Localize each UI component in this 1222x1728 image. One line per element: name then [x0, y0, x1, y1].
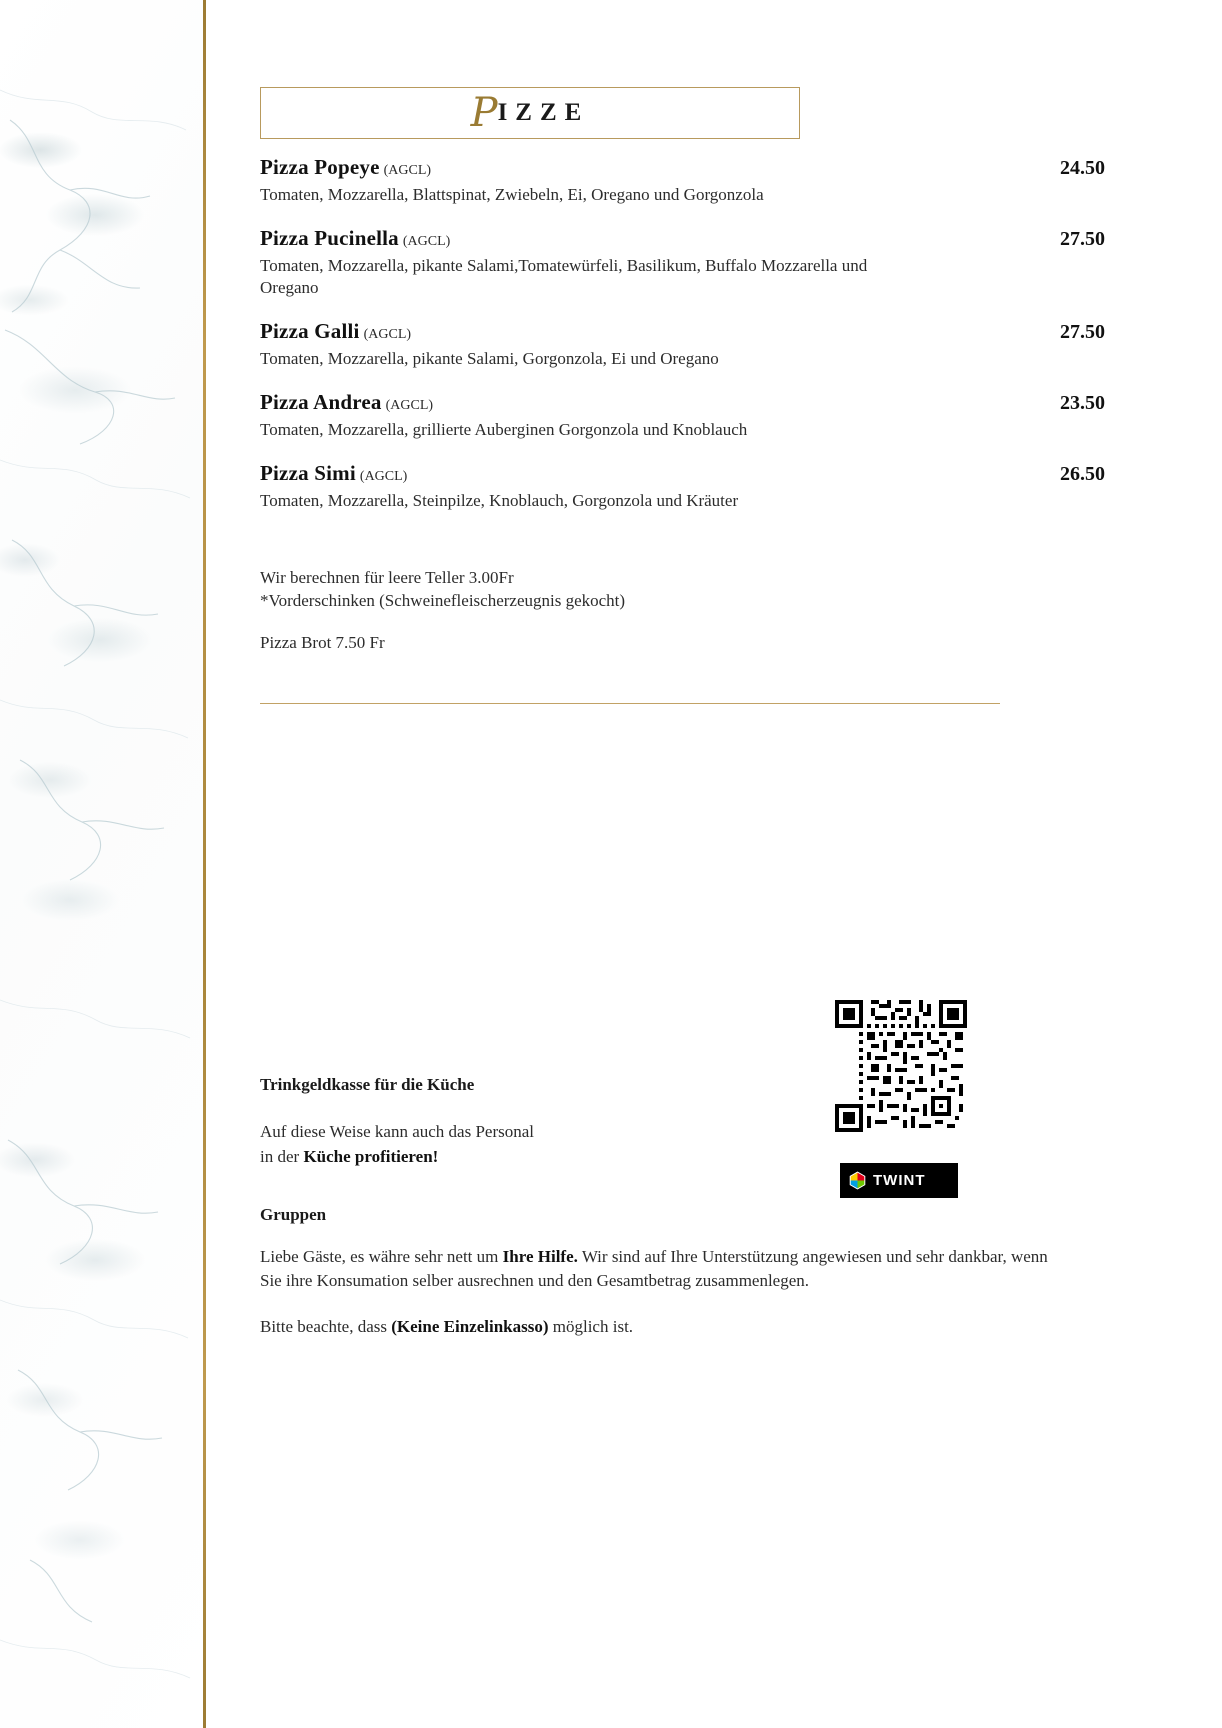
- tip-body-line2-bold: Küche profitieren!: [303, 1146, 439, 1166]
- notes-spacer: [260, 612, 960, 632]
- menu-item-price: 27.50: [1060, 321, 1105, 344]
- page-title-box: [260, 87, 800, 139]
- tip-body-line2-plain: in der: [260, 1146, 304, 1166]
- menu-item-allergen-tag: (AGCL): [383, 163, 432, 178]
- menu-item-price: 27.50: [1060, 228, 1105, 251]
- menu-item: [260, 390, 1105, 441]
- menu-item-header: [260, 390, 1105, 415]
- menu-notes: [260, 567, 960, 655]
- tip-section-body: [260, 1120, 680, 1169]
- qr-code-icon: [835, 1000, 967, 1132]
- groups-section-title: Gruppen: [260, 1205, 327, 1224]
- menu-item-title: [260, 226, 450, 251]
- groups-p2-part2: möglich ist.: [548, 1316, 634, 1336]
- menu-list: [260, 155, 1105, 533]
- twint-qr-code[interactable]: [835, 1000, 967, 1132]
- note-pizza-bread: Pizza Brot 7.50 Fr: [260, 633, 385, 653]
- menu-item-header: [260, 319, 1105, 344]
- menu-item-description: Tomaten, Mozzarella, Blattspinat, Zwiebeln, Ei, Oregano und Gorgonzola: [260, 185, 764, 204]
- groups-paragraph-1: [260, 1245, 1060, 1293]
- menu-item-name: Pizza Pucinella: [260, 226, 399, 251]
- menu-item-title: [260, 155, 431, 180]
- twint-badge: [840, 1163, 958, 1198]
- tip-body-line1: Auf diese Weise kann auch das Personal: [260, 1122, 535, 1141]
- menu-item-description: Tomaten, Mozzarella, pikante Salami, Gorgonzola, Ei und Oregano: [260, 349, 719, 369]
- menu-item-title: [260, 319, 411, 344]
- twint-hexagon-icon: [849, 1171, 866, 1190]
- groups-section-body: [260, 1245, 1060, 1338]
- note-ham-origin: *Vorderschinken (Schweinefleischerzeugnis gekocht): [260, 590, 626, 610]
- menu-item-price: 24.50: [1060, 157, 1105, 179]
- menu-item-allergen-tag: (AGCL): [359, 469, 408, 485]
- menu-item-title: [260, 461, 407, 486]
- menu-item: [260, 155, 1105, 206]
- tip-section-title: Trinkgeldkasse für die Küche: [260, 1075, 475, 1094]
- section-divider: [260, 703, 1000, 704]
- menu-item-description: Tomaten, Mozzarella, pikante Salami,Tomatewürfeli, Basilikum, Buffalo Mozzarella und Oregano: [260, 256, 868, 298]
- groups-p2-part1: Bitte beachte, dass: [260, 1316, 392, 1336]
- marble-veins-icon: [0, 0, 205, 1728]
- menu-item-description: Tomaten, Mozzarella, Steinpilze, Knoblauch, Gorgonzola und Kräuter: [260, 491, 739, 511]
- groups-paragraph-2: [260, 1315, 1060, 1339]
- menu-item-allergen-tag: (AGCL): [363, 327, 412, 343]
- menu-item-price: 23.50: [1060, 392, 1105, 415]
- note-empty-plate: Wir berechnen für leere Teller 3.00Fr: [260, 568, 514, 587]
- menu-item-name: Pizza Simi: [260, 461, 356, 486]
- menu-item-header: [260, 461, 1105, 486]
- menu-item-name: Pizza Popeye: [260, 155, 380, 179]
- menu-item-price: 26.50: [1060, 463, 1105, 486]
- menu-page: [205, 0, 1222, 1728]
- menu-item-header: [260, 155, 1105, 180]
- title-rest: IZZE: [497, 99, 590, 126]
- groups-p2-bold: (Keine Einzelinkasso): [391, 1316, 549, 1336]
- menu-item: [260, 461, 1105, 512]
- groups-p1-part1: Liebe Gäste, es währe sehr nett um: [260, 1247, 503, 1266]
- menu-item-name: Pizza Galli: [260, 319, 360, 344]
- menu-item: [260, 319, 1105, 370]
- menu-item-allergen-tag: (AGCL): [385, 398, 434, 414]
- menu-item-name: Pizza Andrea: [260, 390, 382, 415]
- twint-label: TWINT: [873, 1172, 926, 1189]
- title-initial: P: [470, 90, 498, 136]
- marble-side-panel: [0, 0, 205, 1728]
- groups-p1-bold: Ihre Hilfe.: [502, 1247, 578, 1266]
- menu-item-title: [260, 390, 433, 415]
- groups-p1-part2: Wir sind auf Ihre Unterstützung angewiesen und sehr dankbar, wenn Sie ihre Konsumation selber ausrechnen und den Gesamtbetrag zusammenlegen.: [260, 1247, 1048, 1290]
- menu-item-allergen-tag: (AGCL): [402, 234, 451, 250]
- twint-logo-icon: [849, 1171, 866, 1190]
- page-title: [261, 90, 799, 136]
- menu-item-header: [260, 226, 1105, 251]
- menu-item: [260, 226, 1105, 299]
- menu-item-description: Tomaten, Mozzarella, grillierte Auberginen Gorgonzola und Knoblauch: [260, 420, 748, 440]
